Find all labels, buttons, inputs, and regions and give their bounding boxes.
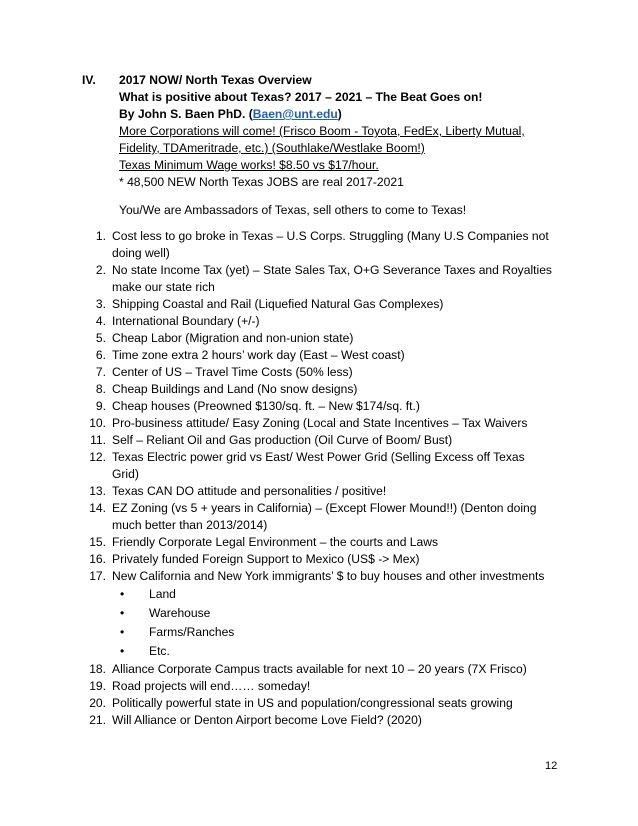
list-item-number: 10. bbox=[89, 416, 106, 430]
list-item-number: 16. bbox=[89, 552, 106, 566]
list-item-number: 14. bbox=[89, 501, 106, 515]
list-item bbox=[0, 712, 600, 729]
list-item-text: Cheap Labor (Migration and non-union state) bbox=[112, 331, 354, 345]
page-number: 12 bbox=[545, 760, 558, 772]
list-item bbox=[0, 347, 600, 364]
bullet-item bbox=[120, 585, 600, 604]
list-item-text: Center of US – Travel Time Costs (50% less) bbox=[112, 365, 353, 379]
list-item bbox=[0, 381, 600, 398]
list-item bbox=[0, 661, 600, 678]
list-item bbox=[0, 483, 600, 500]
bullet-text: Land bbox=[149, 587, 176, 601]
corporations-line-1: More Corporations will come! (Frisco Boom - Toyota, FedEx, Liberty Mutual, bbox=[119, 124, 525, 138]
list-item-number: 19. bbox=[89, 679, 106, 693]
list-item-text: Self – Reliant Oil and Gas production (Oil Curve of Boom/ Bust) bbox=[112, 433, 453, 447]
list-item-text: Privately funded Foreign Support to Mexico (US$ -> Mex) bbox=[112, 552, 420, 566]
list-item-number: 4. bbox=[95, 314, 106, 328]
list-items-18-21 bbox=[0, 661, 600, 729]
numbered-list bbox=[0, 228, 600, 729]
list-item-text: EZ Zoning (vs 5 + years in California) – (Except Flower Mound!!) (Denton doing much better than 2013/2014) bbox=[112, 501, 537, 532]
list-item-text: Pro-business attitude/ Easy Zoning (Local and State Incentives – Tax Waivers bbox=[112, 416, 528, 430]
list-item bbox=[0, 313, 600, 330]
list-item bbox=[0, 500, 600, 534]
list-item bbox=[0, 678, 600, 695]
list-item-number: 2. bbox=[95, 263, 106, 277]
list-item-number: 21. bbox=[89, 713, 106, 727]
list-item bbox=[0, 330, 600, 347]
list-item-number: 11. bbox=[90, 433, 106, 447]
list-item-number: 8. bbox=[95, 382, 106, 396]
bullet-icon: • bbox=[120, 625, 125, 639]
list-item-text: Alliance Corporate Campus tracts available for next 10 – 20 years (7X Frisco) bbox=[112, 662, 527, 676]
list-item bbox=[0, 449, 600, 483]
list-item-text: No state Income Tax (yet) – State Sales Tax, O+G Severance Taxes and Royalties make our state rich bbox=[112, 263, 552, 294]
list-item-number: 7. bbox=[95, 365, 106, 379]
list-item-text: Time zone extra 2 hours’ work day (East – West coast) bbox=[112, 348, 405, 362]
list-item-text: New California and New York immigrants’ $ to buy houses and other investments bbox=[112, 569, 545, 583]
bullet-item bbox=[120, 623, 600, 642]
bullet-list bbox=[0, 585, 600, 661]
list-item-text: Shipping Coastal and Rail (Liquefied Natural Gas Complexes) bbox=[112, 297, 444, 311]
list-item-text: Road projects will end…… someday! bbox=[112, 679, 311, 693]
list-item bbox=[0, 398, 600, 415]
list-item bbox=[0, 364, 600, 381]
list-item bbox=[0, 695, 600, 712]
list-item-text: Cheap Buildings and Land (No snow designs) bbox=[112, 382, 358, 396]
list-item-text: International Boundary (+/-) bbox=[112, 314, 260, 328]
bullet-text: Farms/Ranches bbox=[149, 625, 235, 639]
list-item-text: Friendly Corporate Legal Environment – the courts and Laws bbox=[112, 535, 439, 549]
bullet-text: Etc. bbox=[149, 644, 170, 658]
list-item bbox=[0, 551, 600, 568]
list-item-number: 18. bbox=[89, 662, 106, 676]
ambassadors-line: You/We are Ambassadors of Texas, sell others to come to Texas! bbox=[119, 203, 467, 217]
list-items-1-17 bbox=[0, 228, 600, 585]
bullet-icon: • bbox=[120, 606, 125, 620]
list-item-number: 13. bbox=[89, 484, 106, 498]
list-item-number: 6. bbox=[95, 348, 106, 362]
list-item-number: 1. bbox=[95, 229, 106, 243]
list-item-number: 17. bbox=[89, 569, 106, 583]
list-item-number: 3. bbox=[95, 297, 106, 311]
list-item bbox=[0, 432, 600, 449]
bullet-item bbox=[120, 604, 600, 623]
list-item-number: 12. bbox=[89, 450, 106, 464]
bullet-text: Warehouse bbox=[149, 606, 211, 620]
list-item-text: Cost less to go broke in Texas – U.S Corps. Struggling (Many U.S Companies not doing well) bbox=[112, 229, 549, 260]
section-numeral: IV. bbox=[82, 73, 96, 87]
corporations-line-2: Fidelity, TDAmeritrade, etc.) (Southlake/Westlake Boom!) bbox=[119, 141, 425, 155]
section-subtitle: What is positive about Texas? 2017 – 2021 – The Beat Goes on! bbox=[119, 90, 483, 104]
author-email-link[interactable]: Baen@unt.edu bbox=[252, 107, 338, 121]
minimum-wage-line: Texas Minimum Wage works! $8.50 vs $17/hour. bbox=[119, 158, 379, 172]
section-title: 2017 NOW/ North Texas Overview bbox=[119, 73, 312, 87]
list-item-text: Will Alliance or Denton Airport become Love Field? (2020) bbox=[112, 713, 422, 727]
list-item bbox=[0, 415, 600, 432]
list-item-number: 20. bbox=[89, 696, 106, 710]
list-item-number: 5. bbox=[95, 331, 106, 345]
list-item-number: 15. bbox=[89, 535, 106, 549]
jobs-line: * 48,500 NEW North Texas JOBS are real 2017-2021 bbox=[119, 175, 404, 189]
list-item bbox=[0, 568, 600, 585]
bullet-icon: • bbox=[120, 644, 125, 658]
section-header bbox=[82, 72, 552, 219]
list-item bbox=[0, 534, 600, 551]
list-item-text: Politically powerful state in US and population/congressional seats growing bbox=[112, 696, 513, 710]
list-item-text: Texas Electric power grid vs East/ West Power Grid (Selling Excess off Texas Grid) bbox=[112, 450, 525, 481]
bullet-item bbox=[120, 642, 600, 661]
author-byline bbox=[82, 106, 552, 123]
list-item bbox=[0, 228, 600, 262]
list-item bbox=[0, 296, 600, 313]
list-item-text: Cheap houses (Preowned $130/sq. ft. – New $174/sq. ft.) bbox=[112, 399, 420, 413]
list-item-number: 9. bbox=[95, 399, 106, 413]
byline-prefix: By John S. Baen PhD. ( bbox=[119, 107, 253, 121]
byline-suffix: ) bbox=[337, 107, 342, 121]
list-item bbox=[0, 262, 600, 296]
list-item-text: Texas CAN DO attitude and personalities / positive! bbox=[112, 484, 387, 498]
bullet-icon: • bbox=[120, 587, 125, 601]
